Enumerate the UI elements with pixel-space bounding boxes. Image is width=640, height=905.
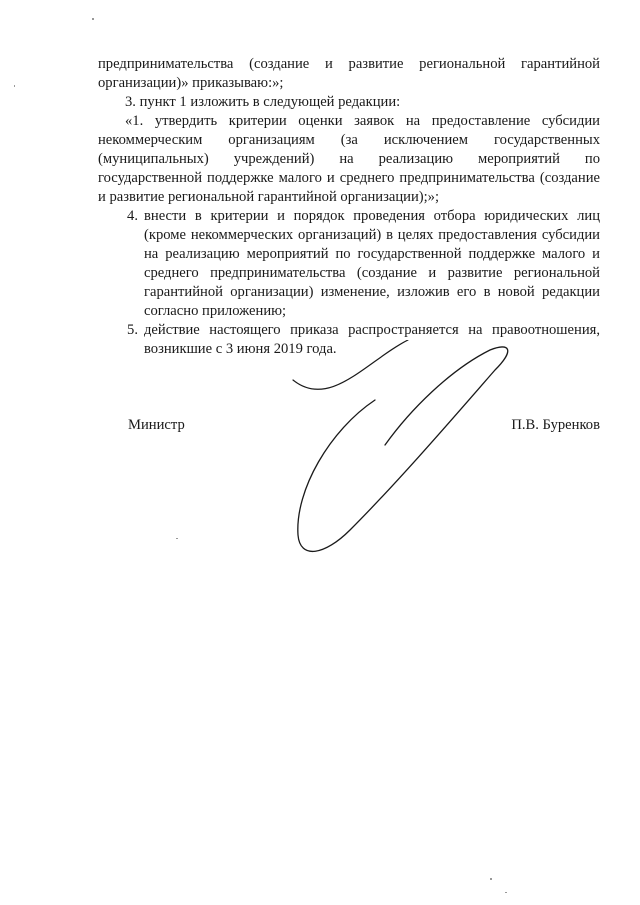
scan-speck <box>176 538 178 539</box>
scan-speck <box>14 85 15 87</box>
paragraph-quoted-item-1: «1. утвердить критерии оценки заявок на предоставление субсидии некоммерческим организациям (за исключением государственных (муниципальных) учреждений) на реализацию мероприятий по государственной поддержке малого и среднего предпринимательства (создание и развитие региональной гарантийной организации);»; <box>98 113 600 205</box>
document-body <box>98 55 600 359</box>
list-item-4 <box>98 207 600 321</box>
scan-speck <box>505 892 507 893</box>
list-number: 4. <box>127 208 138 224</box>
signer-title: Министр <box>128 417 185 433</box>
scan-speck <box>92 18 94 20</box>
paragraph-continuation: предпринимательства (создание и развитие региональной гарантийной организации)» приказываю:»; <box>98 56 600 91</box>
handwritten-signature <box>290 340 520 560</box>
list-text: внести в критерии и порядок проведения отбора юридических лиц (кроме некоммерческих организаций) в целях предоставления субсидии на реализацию мероприятий по государственной поддержке малого и среднего предпринимательства (создание и развитие региональной гарантийной организации) изменение, изложив его в новой редакции согласно приложению; <box>144 208 600 319</box>
list-number: 5. <box>127 322 138 338</box>
scan-speck <box>490 878 492 880</box>
signer-name: П.В. Буренков <box>511 417 600 433</box>
list-text: действие настоящего приказа распространяется на правоотношения, возникшие с 3 июня 2019 года. <box>144 322 600 357</box>
paragraph-item-3: 3. пункт 1 изложить в следующей редакции: <box>125 94 401 110</box>
